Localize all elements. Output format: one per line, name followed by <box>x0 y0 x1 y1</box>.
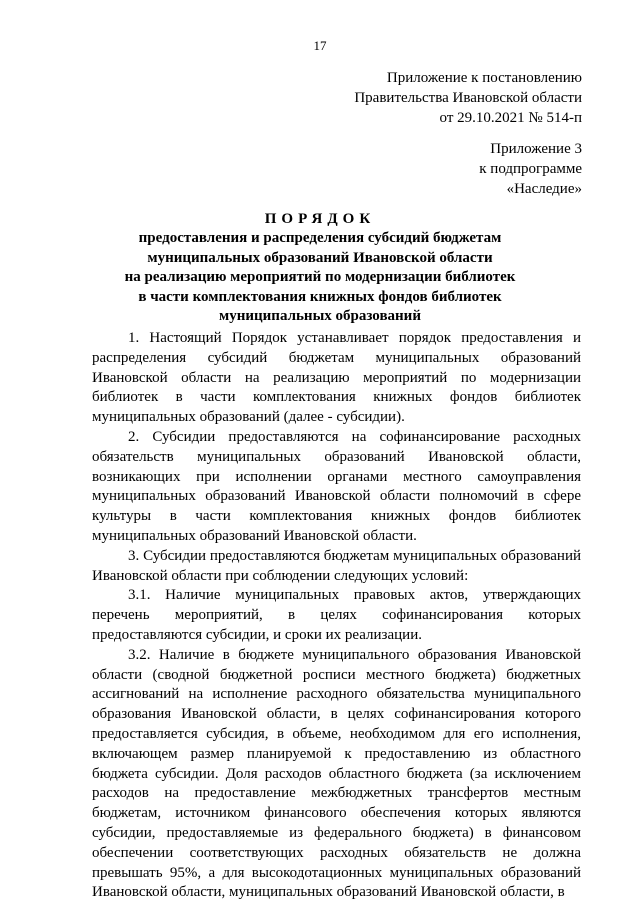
appendix-main-block <box>354 68 582 128</box>
title-subtitle-line: муниципальных образований Ивановской области <box>147 249 493 266</box>
paragraph-2: 2. Субсидии предоставляются на софинансирование расходных обязательств муниципальных образований Ивановской области, возникающих при исполнении органами местного самоуправления муниципальных образований Ивановской области полномочий в сфере культуры в части комплектования книжных фондов библиотек муниципальных образований Ивановской области. <box>92 428 581 544</box>
paragraph-3-1: 3.1. Наличие муниципальных правовых актов, утверждающих перечень мероприятий, в целях софинансирования которых предоставляются субсидии, и сроки их реализации. <box>92 587 581 643</box>
appendix-main-line: от 29.10.2021 № 514-п <box>439 110 582 126</box>
appendix-main-line: Приложение к постановлению <box>386 70 582 86</box>
title-subtitle-line: на реализацию мероприятий по модернизации библиотек <box>124 269 516 285</box>
document-title <box>0 209 640 327</box>
appendix-sub-line: Приложение 3 <box>490 141 582 157</box>
title-subtitle-line: муниципальных образований <box>219 308 421 324</box>
document-body <box>92 329 581 903</box>
title-subtitle-line: в части комплектования книжных фондов библиотек <box>138 288 502 305</box>
paragraph-3: 3. Субсидии предоставляются бюджетам муниципальных образований Ивановской области при соблюдении следующих условий: <box>92 547 581 584</box>
paragraph-3-2: 3.2. Наличие в бюджете муниципального образования Ивановской области (сводной бюджетной росписи местного бюджета) бюджетных ассигнований на исполнение расходного обязательства муниципального образования Ивановской области, в целях софинансирования которого предоставляется субсидия, в объеме, необходимом для его исполнения, включающем размер планируемой к предоставлению из областного бюджета субсидии. Доля расходов областного бюджета (за исключением расходов на предоставление межбюджетных трансфертов местным бюджетам, источником финансового обеспечения которых являются субсидии, предоставляемые из федерального бюджета) в финансовом обеспечении соответствующих расходных обязательств не должна превышать 95%, а для высокодотационных муниципальных образований Ивановской области, муниципальных образований Ивановской области, в <box>92 646 581 901</box>
appendix-main-line: Правительства Ивановской области <box>354 90 582 106</box>
appendix-sub-line: «Наследие» <box>506 181 582 197</box>
paragraph-1: 1. Настоящий Порядок устанавливает порядок предоставления и распределения субсидий бюджетам муниципальных образований Ивановской области на реализацию мероприятий по модернизации библиотек в части комплектования книжных фондов библиотек муниципальных образований (далее - субсидии). <box>92 330 581 426</box>
page-number: 17 <box>313 38 327 53</box>
title-heading: ПОРЯДОК <box>264 211 376 227</box>
appendix-sub-block <box>479 139 582 199</box>
appendix-sub-line: к подпрограмме <box>479 161 582 177</box>
title-subtitle-line: предоставления и распределения субсидий бюджетам <box>138 230 502 246</box>
